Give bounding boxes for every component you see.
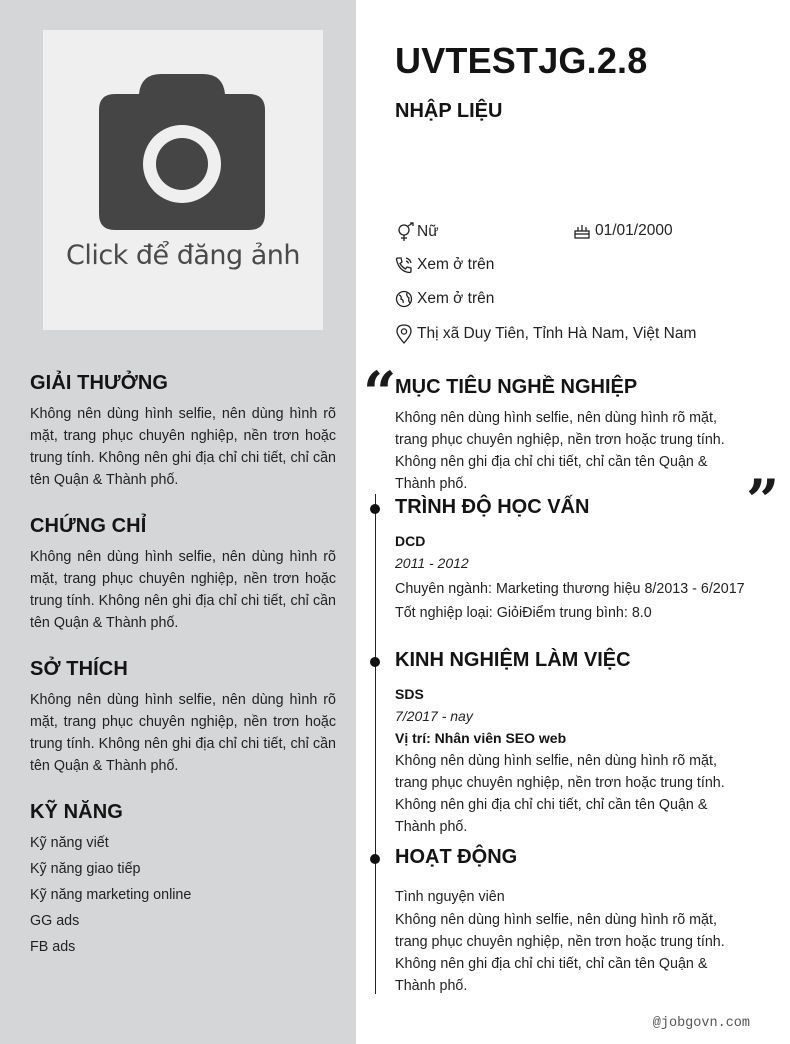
company-name: SDS (395, 686, 424, 702)
awards-section (30, 372, 336, 491)
awards-title: GIẢI THƯỞNG (30, 372, 169, 394)
timeline-line (375, 494, 376, 994)
activity-text: Không nên dùng hình selfie, nên dùng hình rõ mặt, trang phục chuyên nghiệp, nền trơn hoặc trung tính. Không nên ghi địa chỉ chi tiết, chỉ cần tên Quận & Thành phố. (395, 912, 725, 994)
hobbies-text: Không nên dùng hình selfie, nên dùng hình rõ mặt, trang phục chuyên nghiệp, nền trơn hoặc trung tính. Không nên ghi địa chỉ chi tiết, chỉ cần tên Quận & Thành phố. (30, 692, 336, 774)
experience-role: Vị trí: Nhân viên SEO web (395, 730, 567, 746)
globe-icon (395, 290, 417, 308)
certificates-text: Không nên dùng hình selfie, nên dùng hình rõ mặt, trang phục chuyên nghiệp, nền trơn hoặc trung tính. Không nên ghi địa chỉ chi tiết, chỉ cần tên Quận & Thành phố. (30, 549, 336, 631)
left-column (0, 0, 356, 1044)
objective-section (395, 376, 751, 495)
objective-title: MỤC TIÊU NGHỀ NGHIỆP (395, 376, 638, 398)
certificates-title: CHỨNG CHỈ (30, 515, 147, 537)
phone-value: Xem ở trên (417, 256, 495, 273)
skill-item: Kỹ năng viết (30, 835, 109, 851)
skill-item: GG ads (30, 913, 80, 929)
skills-title: KỸ NĂNG (30, 801, 123, 823)
timeline-dot (370, 504, 380, 514)
website-value: Xem ở trên (417, 290, 495, 307)
cake-icon (573, 222, 595, 240)
hobbies-title: SỞ THÍCH (30, 658, 128, 680)
school-name: DCD (395, 533, 426, 549)
timeline-dot (370, 657, 380, 667)
website-row (395, 290, 494, 308)
experience-period: 7/2017 - nay (395, 708, 473, 724)
experience-text: Không nên dùng hình selfie, nên dùng hình rõ mặt, trang phục chuyên nghiệp, nền trơn hoặc trung tính. Không nên ghi địa chỉ chi tiết, chỉ cần tên Quận & Thành phố. (395, 753, 725, 835)
address-value: Thị xã Duy Tiên, Tỉnh Hà Nam, Việt Nam (417, 325, 697, 342)
timeline-dot (370, 854, 380, 864)
birthday-value: 01/01/2000 (595, 222, 673, 239)
experience-title: KINH NGHIỆM LÀM VIỆC (395, 649, 631, 671)
phone-icon (395, 256, 417, 274)
education-section (395, 496, 751, 625)
activities-title: HOẠT ĐỘNG (395, 846, 518, 868)
footer-brand: @jobgovn.com (652, 1016, 750, 1031)
education-period: 2011 - 2012 (395, 555, 469, 571)
open-quote-icon: “ (363, 359, 397, 427)
hobbies-section (30, 658, 336, 777)
close-quote-icon: ” (746, 467, 780, 535)
skill-item: Kỹ năng marketing online (30, 887, 192, 903)
gender-value: Nữ (417, 223, 439, 240)
candidate-name: UVTESTJG.2.8 (395, 40, 648, 81)
photo-upload[interactable] (43, 30, 323, 330)
birthday-row (573, 222, 673, 240)
skills-section (30, 801, 336, 960)
location-pin-icon (395, 324, 417, 344)
skill-item: Kỹ năng giao tiếp (30, 861, 141, 877)
camera-icon (99, 74, 267, 230)
gender-row (395, 222, 439, 242)
skills-list (30, 830, 336, 960)
phone-row (395, 256, 494, 274)
certificates-section (30, 515, 336, 634)
objective-text: Không nên dùng hình selfie, nên dùng hình rõ mặt, trang phục chuyên nghiệp, nền trơn hoặc trung tính. Không nên ghi địa chỉ chi tiết, chỉ cần tên Quận & Thành phố. (395, 410, 725, 492)
experience-section (395, 649, 751, 838)
photo-label: Click để đăng ảnh (65, 240, 301, 271)
education-major: Chuyên ngành: Marketing thương hiệu 8/2013 - 6/2017 (395, 581, 745, 597)
education-title: TRÌNH ĐỘ HỌC VẤN (395, 496, 590, 518)
skill-item: FB ads (30, 939, 76, 955)
activity-name: Tình nguyện viên (395, 889, 505, 905)
education-grade: Tốt nghiệp loại: GiỏiĐiểm trung bình: 8.0 (395, 605, 652, 621)
activities-section (395, 846, 751, 997)
gender-icon (395, 222, 417, 242)
job-position: NHẬP LIỆU (395, 100, 503, 122)
address-row (395, 324, 696, 344)
awards-text: Không nên dùng hình selfie, nên dùng hình rõ mặt, trang phục chuyên nghiệp, nền trơn hoặc trung tính. Không nên ghi địa chỉ chi tiết, chỉ cần tên Quận & Thành phố. (30, 406, 336, 488)
